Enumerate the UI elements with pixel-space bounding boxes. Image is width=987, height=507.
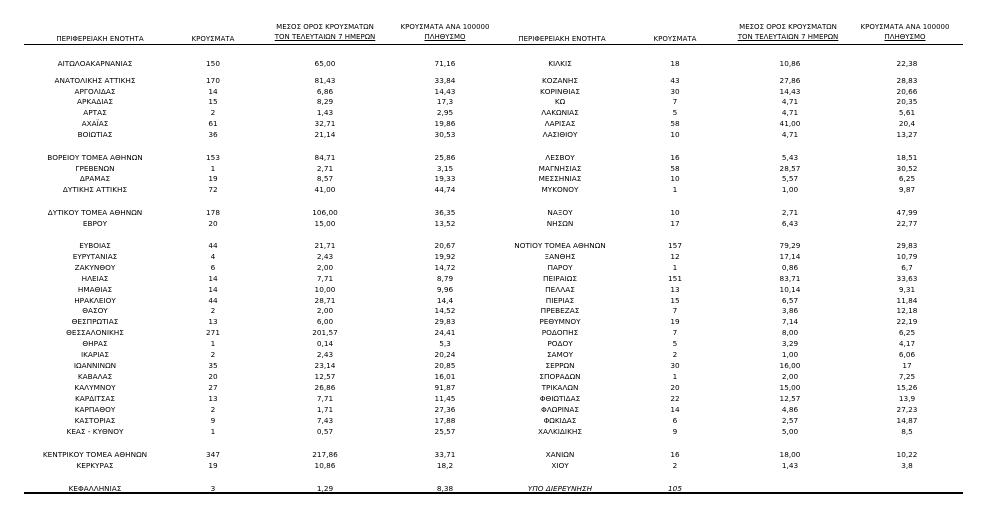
right-region-cell: ΠΡΕΒΕΖΑΣ <box>540 306 580 315</box>
right-per100k-cell: 33,63 <box>896 274 918 283</box>
left-region-cell: ΖΑΚΥΝΘΟΥ <box>74 263 116 272</box>
left-cases-cell: 13 <box>208 394 218 403</box>
right-region-cell: ΥΠΟ ΔΙΕΡΕΥΝΗΣΗ <box>527 484 593 493</box>
left-per100k-cell: 33,84 <box>434 76 456 85</box>
left-avg7-cell: 0,57 <box>316 427 334 436</box>
right-cases-cell: 13 <box>670 285 680 294</box>
right-region-cell: ΚΟΖΑΝΗΣ <box>541 76 579 85</box>
right-avg7-cell: 27,86 <box>779 76 801 85</box>
left-cases-cell: 61 <box>208 119 218 128</box>
right-region-cell: ΧΙΟΥ <box>551 461 569 470</box>
left-cases-cell: 2 <box>210 350 216 359</box>
left-per100k-cell: 18,2 <box>436 461 454 470</box>
right-cases-cell: 17 <box>670 219 680 228</box>
left-region-cell: ΘΕΣΠΡΩΤΙΑΣ <box>71 317 119 326</box>
left-per100k-cell: 20,24 <box>434 350 456 359</box>
right-cases-cell: 22 <box>670 394 680 403</box>
left-cases-cell: 35 <box>208 361 218 370</box>
left-cases-cell: 15 <box>208 97 218 106</box>
left-avg7-cell: 2,43 <box>316 252 334 261</box>
right-cases-cell: 20 <box>670 383 680 392</box>
right-region-cell: ΜΕΣΣΗΝΙΑΣ <box>538 174 582 183</box>
right-per100k-cell: 11,84 <box>896 296 918 305</box>
right-per100k-cell: 29,83 <box>896 241 918 250</box>
left-region-cell: ΚΕΡΚΥΡΑΣ <box>76 461 114 470</box>
left-per100k-cell: 33,71 <box>434 450 456 459</box>
right-per100k-cell: 6,06 <box>898 350 916 359</box>
right-avg7-cell: 6,43 <box>781 219 799 228</box>
right-cases-cell: 2 <box>672 350 678 359</box>
right-region-cell: ΞΑΝΘΗΣ <box>544 252 576 261</box>
right-cases-cell: 30 <box>670 87 680 96</box>
right-cases-cell: 16 <box>670 450 680 459</box>
left-cases-cell: 19 <box>208 174 218 183</box>
left-cases-cell: 36 <box>208 130 218 139</box>
left-per100k-cell: 9,96 <box>436 285 454 294</box>
right-region-cell: ΡΟΔΟΥ <box>547 339 573 348</box>
left-cases-cell: 14 <box>208 87 218 96</box>
right-cases-cell: 19 <box>670 317 680 326</box>
left-avg7-cell: 201,57 <box>312 328 338 337</box>
left-region-cell: ΗΜΑΘΙΑΣ <box>77 285 113 294</box>
left-avg7-cell: 10,86 <box>314 461 336 470</box>
right-region-cell: ΚΙΛΚΙΣ <box>548 59 572 68</box>
right-avg7-cell: 2,71 <box>781 208 799 217</box>
right-per100k-cell: 20,66 <box>896 87 918 96</box>
right-cases-cell: 18 <box>670 59 680 68</box>
left-cases-cell: 2 <box>210 108 216 117</box>
left-cases-cell: 1 <box>210 427 216 436</box>
right-cases-cell: 10 <box>670 208 680 217</box>
right-avg7-cell: 3,86 <box>781 306 799 315</box>
right-per100k-cell: 12,18 <box>896 306 918 315</box>
left-per100k-cell: 5,3 <box>439 339 451 348</box>
right-per100k-cell: 20,35 <box>896 97 918 106</box>
left-per100k-cell: 25,86 <box>434 153 456 162</box>
right-per100k-cell: 9,31 <box>898 285 916 294</box>
right-region-cell: ΣΕΡΡΩΝ <box>545 361 575 370</box>
left-avg7-cell: 8,29 <box>316 97 334 106</box>
right-per100k-cell: 47,99 <box>896 208 918 217</box>
right-per100k-cell: 10,22 <box>896 450 918 459</box>
right-avg7-cell: 12,57 <box>779 394 801 403</box>
left-cases-cell: 1 <box>210 339 216 348</box>
right-per100k-cell: 13,27 <box>896 130 918 139</box>
left-region-cell: ΑΧΑΪΑΣ <box>81 119 109 128</box>
left-region-cell: ΑΡΤΑΣ <box>83 108 107 117</box>
left-cases-cell: 1 <box>210 164 216 173</box>
left-per100k-cell: 14,43 <box>434 87 456 96</box>
right-per100k-cell: 20,4 <box>898 119 916 128</box>
left-per100k-cell: 11,45 <box>434 394 456 403</box>
left-region-cell: ΕΥΒΟΙΑΣ <box>79 241 111 250</box>
right-region-cell: ΣΑΜΟΥ <box>546 350 574 359</box>
left-cases-cell: 72 <box>208 185 218 194</box>
left-avg7-cell: 0,14 <box>316 339 334 348</box>
right-region-cell: ΝΟΤΙΟΥ ΤΟΜΕΑ ΑΘΗΝΩΝ <box>514 241 606 250</box>
left-avg7-cell: 21,71 <box>314 241 336 250</box>
right-cases-cell: 14 <box>670 405 680 414</box>
header-per100k-right-line1: ΚΡΟΥΣΜΑΤΑ ΑΝΑ 100000 <box>860 23 950 31</box>
left-per100k-cell: 14,4 <box>436 296 454 305</box>
left-region-cell: ΑΙΤΩΛΟΑΚΑΡΝΑΝΙΑΣ <box>57 59 133 68</box>
right-avg7-cell: 5,43 <box>781 153 799 162</box>
left-avg7-cell: 84,71 <box>314 153 336 162</box>
right-per100k-cell: 13,9 <box>898 394 916 403</box>
left-per100k-cell: 14,52 <box>434 306 456 315</box>
left-avg7-cell: 106,00 <box>312 208 338 217</box>
right-avg7-cell: 1,00 <box>781 185 799 194</box>
right-cases-cell: 10 <box>670 174 680 183</box>
left-region-cell: ΑΡΓΟΛΙΔΑΣ <box>74 87 116 96</box>
left-avg7-cell: 217,86 <box>312 450 338 459</box>
right-cases-cell: 157 <box>668 241 682 250</box>
right-region-cell: ΦΛΩΡΙΝΑΣ <box>541 405 579 414</box>
right-per100k-cell: 3,8 <box>901 461 913 470</box>
right-avg7-cell: 10,86 <box>779 59 801 68</box>
right-per100k-cell: 5,61 <box>898 108 916 117</box>
left-cases-cell: 19 <box>208 461 218 470</box>
right-avg7-cell: 5,57 <box>781 174 799 183</box>
left-avg7-cell: 26,86 <box>314 383 336 392</box>
left-cases-cell: 14 <box>208 274 218 283</box>
right-region-cell: ΠΑΡΟΥ <box>547 263 573 272</box>
right-cases-cell: 6 <box>672 416 678 425</box>
right-per100k-cell: 8,5 <box>901 427 913 436</box>
right-cases-cell: 1 <box>672 372 678 381</box>
right-per100k-cell: 7,25 <box>898 372 916 381</box>
right-per100k-cell: 28,83 <box>896 76 918 85</box>
right-avg7-cell: 18,00 <box>779 450 801 459</box>
left-avg7-cell: 2,43 <box>316 350 334 359</box>
right-region-cell: ΣΠΟΡΑΔΩΝ <box>539 372 581 381</box>
right-avg7-cell: 16,00 <box>779 361 801 370</box>
left-region-cell: ΓΡΕΒΕΝΩΝ <box>75 164 115 173</box>
right-per100k-cell: 17 <box>902 361 912 370</box>
right-cases-cell: 5 <box>672 339 678 348</box>
header-region-right: ΠΕΡΙΦΕΡΕΙΑΚΗ ΕΝΟΤΗΤΑ <box>518 35 606 43</box>
header-avg7-right-line1: ΜΕΣΟΣ ΟΡΟΣ ΚΡΟΥΣΜΑΤΩΝ <box>739 23 837 31</box>
left-region-cell: ΑΝΑΤΟΛΙΚΗΣ ΑΤΤΙΚΗΣ <box>54 76 136 85</box>
left-avg7-cell: 41,00 <box>314 185 336 194</box>
right-per100k-cell: 6,25 <box>898 328 916 337</box>
right-cases-cell: 10 <box>670 130 680 139</box>
right-per100k-cell: 10,79 <box>896 252 918 261</box>
right-avg7-cell: 3,29 <box>781 339 799 348</box>
right-region-cell: ΚΟΡΙΝΘΙΑΣ <box>539 87 581 96</box>
right-cases-cell: 1 <box>672 263 678 272</box>
right-cases-cell: 151 <box>668 274 682 283</box>
right-cases-cell: 58 <box>670 119 680 128</box>
left-per100k-cell: 8,38 <box>436 484 454 493</box>
right-cases-cell: 30 <box>670 361 680 370</box>
left-region-cell: ΕΒΡΟΥ <box>82 219 108 228</box>
left-avg7-cell: 81,43 <box>314 76 336 85</box>
left-cases-cell: 2 <box>210 405 216 414</box>
right-avg7-cell: 15,00 <box>779 383 801 392</box>
left-cases-cell: 44 <box>208 296 218 305</box>
left-region-cell: ΕΥΡΥΤΑΝΙΑΣ <box>72 252 118 261</box>
left-region-cell: ΒΟΙΩΤΙΑΣ <box>77 130 113 139</box>
right-region-cell: ΠΙΕΡΙΑΣ <box>545 296 575 305</box>
header-per100k-left-line1: ΚΡΟΥΣΜΑΤΑ ΑΝΑ 100000 <box>400 23 490 31</box>
right-avg7-cell: 2,00 <box>781 372 799 381</box>
left-avg7-cell: 7,71 <box>316 394 334 403</box>
left-per100k-cell: 16,01 <box>434 372 456 381</box>
left-avg7-cell: 21,14 <box>314 130 336 139</box>
left-per100k-cell: 44,74 <box>434 185 456 194</box>
left-per100k-cell: 29,83 <box>434 317 456 326</box>
left-region-cell: ΚΑΣΤΟΡΙΑΣ <box>74 416 116 425</box>
left-cases-cell: 20 <box>208 219 218 228</box>
right-region-cell: ΤΡΙΚΑΛΩΝ <box>541 383 579 392</box>
left-cases-cell: 6 <box>210 263 216 272</box>
right-per100k-cell: 6,25 <box>898 174 916 183</box>
right-region-cell: ΝΑΞΟΥ <box>547 208 573 217</box>
left-avg7-cell: 28,71 <box>314 296 336 305</box>
left-avg7-cell: 8,57 <box>316 174 334 183</box>
left-region-cell: ΙΩΑΝΝΙΝΩΝ <box>73 361 117 370</box>
left-per100k-cell: 30,53 <box>434 130 456 139</box>
right-cases-cell: 7 <box>672 97 678 106</box>
left-avg7-cell: 1,29 <box>316 484 334 493</box>
left-cases-cell: 27 <box>208 383 218 392</box>
right-region-cell: ΧΑΝΙΩΝ <box>545 450 575 459</box>
right-per100k-cell: 9,87 <box>898 185 916 194</box>
right-cases-cell: 5 <box>672 108 678 117</box>
header-avg7-right-line2: ΤΟΝ ΤΕΛΕΥΤΑΙΩΝ 7 ΗΜΕΡΩΝ <box>737 33 839 41</box>
right-region-cell: ΧΑΛΚΙΔΙΚΗΣ <box>538 427 582 436</box>
right-region-cell: ΚΩ <box>554 97 566 106</box>
left-region-cell: ΚΑΛΥΜΝΟΥ <box>74 383 116 392</box>
left-per100k-cell: 13,52 <box>434 219 456 228</box>
left-per100k-cell: 71,16 <box>434 59 456 68</box>
left-region-cell: ΑΡΚΑΔΙΑΣ <box>77 97 113 106</box>
right-avg7-cell: 10,14 <box>779 285 801 294</box>
left-region-cell: ΚΑΒΑΛΑΣ <box>77 372 113 381</box>
left-region-cell: ΔΡΑΜΑΣ <box>79 174 111 183</box>
right-cases-cell: 43 <box>670 76 680 85</box>
left-per100k-cell: 36,35 <box>434 208 456 217</box>
left-region-cell: ΔΥΤΙΚΗΣ ΑΤΤΙΚΗΣ <box>62 185 128 194</box>
left-cases-cell: 271 <box>206 328 220 337</box>
left-avg7-cell: 2,00 <box>316 306 334 315</box>
right-cases-cell: 16 <box>670 153 680 162</box>
left-region-cell: ΔΥΤΙΚΟΥ ΤΟΜΕΑ ΑΘΗΝΩΝ <box>47 208 143 217</box>
left-region-cell: ΚΕΝΤΡΙΚΟΥ ΤΟΜΕΑ ΑΘΗΝΩΝ <box>42 450 148 459</box>
header-cases-right: ΚΡΟΥΣΜΑΤΑ <box>653 35 697 43</box>
right-cases-cell: 9 <box>672 427 678 436</box>
right-avg7-cell: 79,29 <box>779 241 801 250</box>
right-region-cell: ΡΕΘΥΜΝΟΥ <box>539 317 581 326</box>
left-region-cell: ΚΑΡΠΑΘΟΥ <box>74 405 116 414</box>
right-region-cell: ΛΑΡΙΣΑΣ <box>544 119 576 128</box>
left-cases-cell: 9 <box>210 416 216 425</box>
header-per100k-left-line2: ΠΛΗΘΥΣΜΟ <box>424 33 466 41</box>
left-region-cell: ΘΑΣΟΥ <box>82 306 108 315</box>
right-avg7-cell: 83,71 <box>779 274 801 283</box>
right-region-cell: ΛΑΣΙΘΙΟΥ <box>542 130 578 139</box>
left-region-cell: ΚΕΦΑΛΛΗΝΙΑΣ <box>68 484 122 493</box>
left-cases-cell: 2 <box>210 306 216 315</box>
left-per100k-cell: 14,72 <box>434 263 456 272</box>
right-cases-cell: 58 <box>670 164 680 173</box>
left-region-cell: ΒΟΡΕΙΟΥ ΤΟΜΕΑ ΑΘΗΝΩΝ <box>47 153 143 162</box>
right-avg7-cell: 5,00 <box>781 427 799 436</box>
right-avg7-cell: 0,86 <box>781 263 799 272</box>
right-region-cell: ΝΗΣΩΝ <box>546 219 574 228</box>
header-region-left: ΠΕΡΙΦΕΡΕΙΑΚΗ ΕΝΟΤΗΤΑ <box>56 35 144 43</box>
right-avg7-cell: 7,14 <box>781 317 799 326</box>
right-avg7-cell: 41,00 <box>779 119 801 128</box>
left-per100k-cell: 19,92 <box>434 252 456 261</box>
right-avg7-cell: 6,57 <box>781 296 799 305</box>
right-region-cell: ΜΥΚΟΝΟΥ <box>541 185 579 194</box>
right-cases-cell: 12 <box>670 252 680 261</box>
left-cases-cell: 4 <box>210 252 216 261</box>
right-region-cell: ΡΟΔΟΠΗΣ <box>541 328 579 337</box>
right-per100k-cell: 22,38 <box>896 59 918 68</box>
left-per100k-cell: 2,95 <box>436 108 454 117</box>
right-cases-cell: 7 <box>672 306 678 315</box>
left-avg7-cell: 7,71 <box>316 274 334 283</box>
right-region-cell: ΠΕΙΡΑΙΩΣ <box>543 274 577 283</box>
right-cases-cell: 15 <box>670 296 680 305</box>
left-avg7-cell: 65,00 <box>314 59 336 68</box>
left-region-cell: ΗΛΕΙΑΣ <box>81 274 109 283</box>
left-avg7-cell: 6,86 <box>316 87 334 96</box>
left-cases-cell: 153 <box>206 153 220 162</box>
right-avg7-cell: 4,71 <box>781 108 799 117</box>
right-avg7-cell: 14,43 <box>779 87 801 96</box>
right-cases-cell: 7 <box>672 328 678 337</box>
right-avg7-cell: 8,00 <box>781 328 799 337</box>
right-per100k-cell: 27,23 <box>896 405 918 414</box>
left-region-cell: ΚΑΡΔΙΤΣΑΣ <box>75 394 115 403</box>
left-cases-cell: 178 <box>206 208 220 217</box>
left-region-cell: ΚΕΑΣ - ΚΥΘΝΟΥ <box>66 427 124 436</box>
header-rule <box>24 44 963 45</box>
left-region-cell: ΗΡΑΚΛΕΙΟΥ <box>74 296 116 305</box>
header-per100k-right-line2: ΠΛΗΘΥΣΜΟ <box>884 33 926 41</box>
left-cases-cell: 44 <box>208 241 218 250</box>
left-cases-cell: 150 <box>206 59 220 68</box>
left-per100k-cell: 20,67 <box>434 241 456 250</box>
left-avg7-cell: 32,71 <box>314 119 336 128</box>
right-per100k-cell: 4,17 <box>898 339 916 348</box>
left-avg7-cell: 7,43 <box>316 416 334 425</box>
right-avg7-cell: 28,57 <box>779 164 801 173</box>
right-region-cell: ΦΩΚΙΔΑΣ <box>543 416 577 425</box>
right-per100k-cell: 22,19 <box>896 317 918 326</box>
left-avg7-cell: 10,00 <box>314 285 336 294</box>
left-per100k-cell: 27,36 <box>434 405 456 414</box>
header-avg7-left-line1: ΜΕΣΟΣ ΟΡΟΣ ΚΡΟΥΣΜΑΤΩΝ <box>276 23 374 31</box>
header-avg7-left-line2: ΤΟΝ ΤΕΛΕΥΤΑΙΩΝ 7 ΗΜΕΡΩΝ <box>274 33 376 41</box>
left-cases-cell: 20 <box>208 372 218 381</box>
left-per100k-cell: 20,85 <box>434 361 456 370</box>
right-avg7-cell: 4,71 <box>781 130 799 139</box>
right-per100k-cell: 15,26 <box>896 383 918 392</box>
left-cases-cell: 3 <box>210 484 216 493</box>
right-cases-cell: 2 <box>672 461 678 470</box>
left-region-cell: ΘΕΣΣΑΛΟΝΙΚΗΣ <box>66 328 124 337</box>
right-avg7-cell: 2,57 <box>781 416 799 425</box>
left-avg7-cell: 12,57 <box>314 372 336 381</box>
right-region-cell: ΦΘΙΩΤΙΔΑΣ <box>539 394 581 403</box>
left-per100k-cell: 8,79 <box>436 274 454 283</box>
left-avg7-cell: 1,71 <box>316 405 334 414</box>
right-per100k-cell: 14,87 <box>896 416 918 425</box>
left-per100k-cell: 24,41 <box>434 328 456 337</box>
right-avg7-cell: 4,71 <box>781 97 799 106</box>
left-cases-cell: 170 <box>206 76 220 85</box>
right-avg7-cell: 1,00 <box>781 350 799 359</box>
left-avg7-cell: 6,00 <box>316 317 334 326</box>
left-per100k-cell: 19,86 <box>434 119 456 128</box>
right-per100k-cell: 22,77 <box>896 219 918 228</box>
left-region-cell: ΙΚΑΡΙΑΣ <box>80 350 110 359</box>
left-per100k-cell: 17,3 <box>436 97 454 106</box>
right-per100k-cell: 18,51 <box>896 153 918 162</box>
right-avg7-cell: 1,43 <box>781 461 799 470</box>
left-cases-cell: 13 <box>208 317 218 326</box>
left-avg7-cell: 1,43 <box>316 108 334 117</box>
left-cases-cell: 14 <box>208 285 218 294</box>
right-region-cell: ΠΕΛΛΑΣ <box>545 285 575 294</box>
right-region-cell: ΛΑΚΩΝΙΑΣ <box>541 108 579 117</box>
left-region-cell: ΘΗΡΑΣ <box>82 339 108 348</box>
right-avg7-cell: 17,14 <box>779 252 801 261</box>
right-region-cell: ΛΕΣΒΟΥ <box>545 153 575 162</box>
right-avg7-cell: 4,86 <box>781 405 799 414</box>
left-avg7-cell: 2,71 <box>316 164 334 173</box>
right-cases-cell: 1 <box>672 185 678 194</box>
right-per100k-cell: 30,52 <box>896 164 918 173</box>
left-per100k-cell: 91,87 <box>434 383 456 392</box>
left-avg7-cell: 23,14 <box>314 361 336 370</box>
right-region-cell: ΜΑΓΝΗΣΙΑΣ <box>538 164 582 173</box>
left-per100k-cell: 25,57 <box>434 427 456 436</box>
header-cases-left: ΚΡΟΥΣΜΑΤΑ <box>191 35 235 43</box>
left-per100k-cell: 19,33 <box>434 174 456 183</box>
left-cases-cell: 347 <box>206 450 220 459</box>
left-avg7-cell: 15,00 <box>314 219 336 228</box>
left-per100k-cell: 17,88 <box>434 416 456 425</box>
left-per100k-cell: 3,15 <box>436 164 454 173</box>
right-per100k-cell: 6,7 <box>901 263 913 272</box>
left-avg7-cell: 2,00 <box>316 263 334 272</box>
right-cases-cell: 105 <box>668 484 682 493</box>
